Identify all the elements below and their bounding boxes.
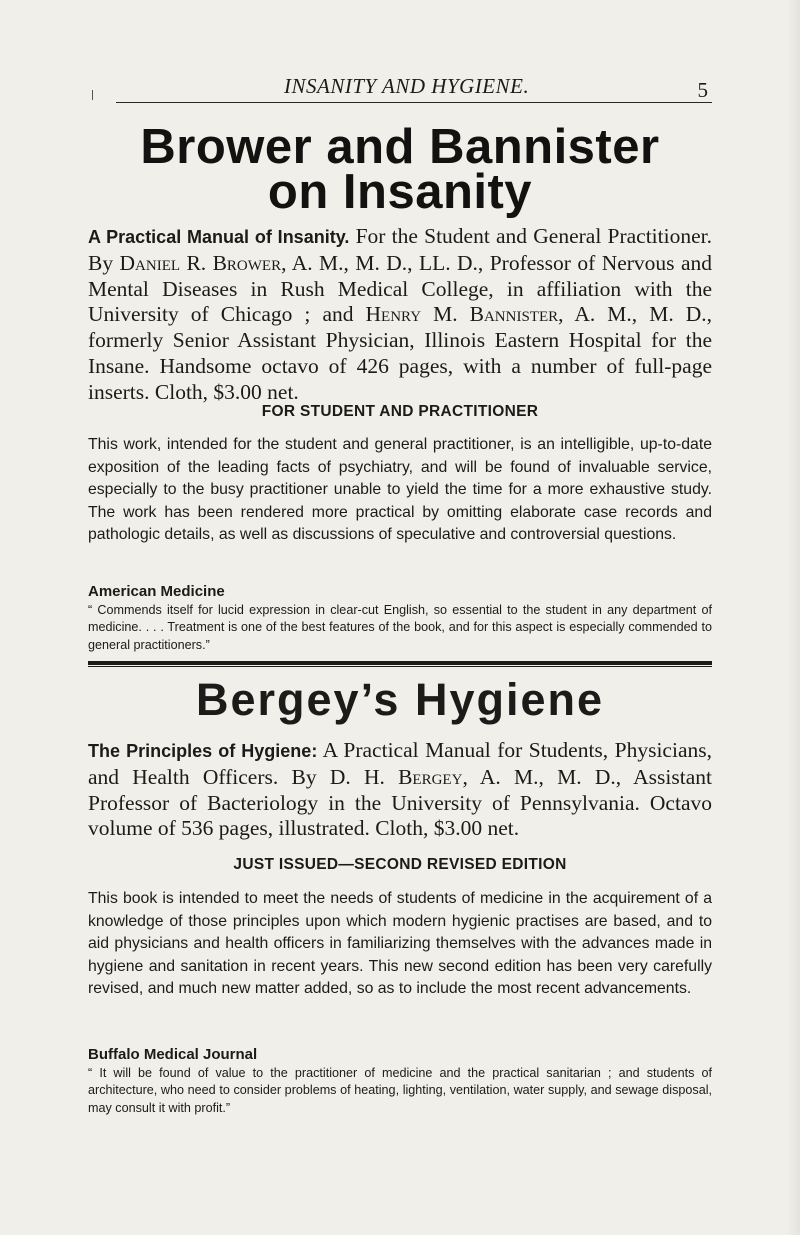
review-source: American Medicine <box>88 583 225 600</box>
author-name: D. H. Bergey <box>329 764 463 789</box>
book-intro-brower <box>88 224 712 406</box>
author-name: Daniel R. Brower <box>119 250 282 275</box>
book-lead-title: The Principles of Hygiene: <box>88 741 318 761</box>
divider-rule <box>88 661 712 665</box>
book-intro-bergey <box>88 738 712 842</box>
book-title-brower-line1: Brower and Bannister <box>140 120 660 174</box>
intro-text: , A. M., M. D., formerly Senior Assistant Physician, Illinois Eastern Hospital for the Insane. Handsome octavo of 426 pages, with a number of full-page inserts. Cloth, $3.00 net. <box>88 302 713 404</box>
book-description: This book is intended to meet the needs of students of medicine in the acquirement of a knowledge of those principles upon which modern hygienic practises are based, and to aid physicians and health officers in familiarizing themselves with the advances made in hygiene and sanitation in recent years. This new second edition has been very carefully revised, and much new matter added, so as to include the most recent advancements. <box>88 890 712 998</box>
review-quote: “ Commends itself for lucid expression in clear-cut English, so essential to the student in any department of medicine. . . . Treatment is one of the best features of the book, and for this aspect is especially commended to general practitioners.” <box>88 603 712 652</box>
page-edge-shadow <box>786 0 800 1235</box>
intro-text: , A. M., M. D., LL. D., Professor of Nervous and Mental Diseases in Rush Medical College, in affiliation with the University of Chicago ; and <box>88 250 713 327</box>
book-description: This work, intended for the student and general practitioner, is an intelligible, up-to-date exposition of the leading facts of psychiatry, and will be found of invaluable service, especially to the busy practitioner unable to yield the time for a more exhaustive study. The work has been rendered more practical by omitting elaborate case records and pathologic details, as well as discussions of speculative and controversial questions. <box>88 436 712 544</box>
section-divider <box>88 661 712 667</box>
section-subhead: JUST ISSUED—SECOND REVISED EDITION <box>233 856 567 873</box>
review-quote: “ It will be found of value to the practitioner of medicine and the practical sanitarian ; and students of architecture, who need to consider problems of heating, lighting, ventilation, water supply, and sewage disposal, may consult it with profit.” <box>88 1066 712 1115</box>
author-name: Henry M. Bannister <box>365 302 559 327</box>
page-number: 5 <box>697 78 708 102</box>
intro-text: For the Student and General Practitioner. By <box>88 224 712 275</box>
intro-text: A Practical Manual for Students, Physicians, and Health Officers. By <box>88 738 712 789</box>
intro-text: , A. M., M. D., Assistant Professor of Bacteriology in the University of Pennsylvania. Octavo volume of 536 pages, illustrated. Cloth, $3.00 net. <box>88 764 712 841</box>
margin-mark <box>92 90 93 100</box>
running-title: INSANITY AND HYGIENE. <box>284 74 530 98</box>
book-title-bergey: Bergey’s Hygiene <box>196 674 604 725</box>
book-lead-title: A Practical Manual of Insanity. <box>88 227 350 247</box>
review-source: Buffalo Medical Journal <box>88 1046 258 1063</box>
section-subhead: FOR STUDENT AND PRACTITIONER <box>261 403 539 420</box>
divider-rule <box>88 666 712 667</box>
book-title-brower-line2: on Insanity <box>267 165 533 219</box>
running-header <box>116 68 712 103</box>
